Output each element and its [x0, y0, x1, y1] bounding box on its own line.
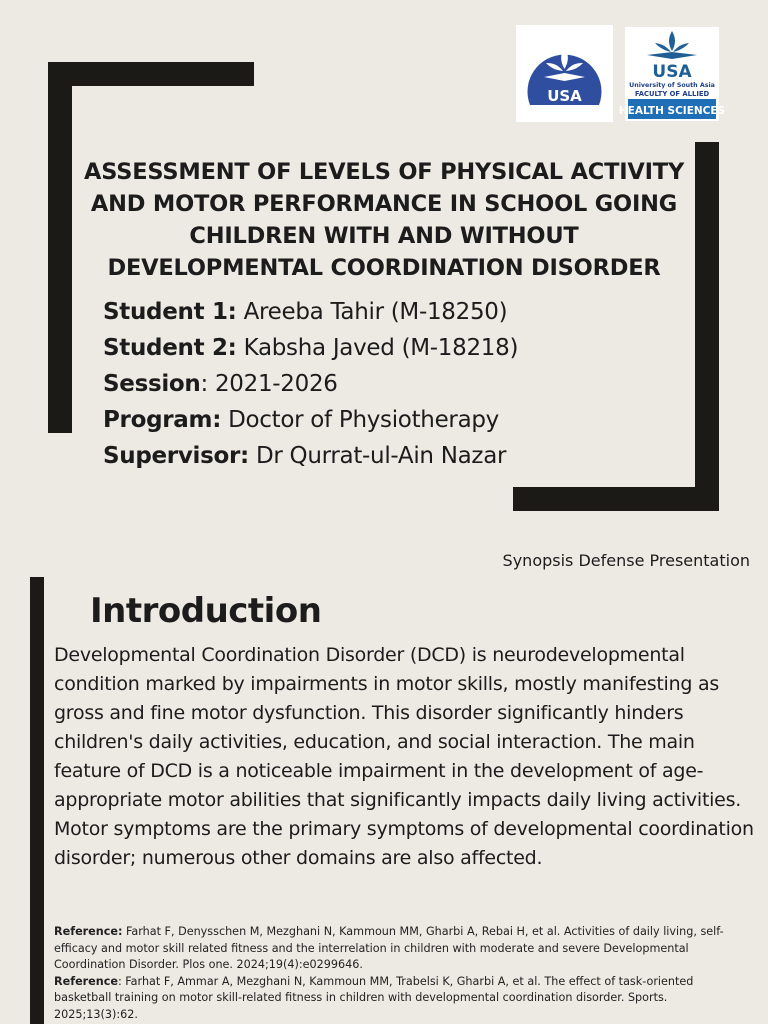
intro-body [54, 641, 754, 873]
student-1-value: Areeba Tahir (M-18250) [236, 299, 508, 325]
program-label: Program: [103, 407, 222, 433]
student-2-row [103, 330, 663, 366]
student-1-row [103, 294, 663, 330]
logo2-text: USA [652, 62, 692, 82]
session-row [103, 366, 663, 402]
presentation-title [84, 156, 684, 284]
title-line-3: CHILDREN WITH AND WITHOUT [189, 223, 579, 249]
title-line-1: ASSESSMENT OF LEVELS OF PHYSICAL ACTIVITY [84, 159, 685, 185]
student-2-value: Kabsha Javed (M-18218) [236, 335, 519, 361]
presentation-subtitle: Synopsis Defense Presentation [502, 551, 750, 570]
logo2-faculty-line: FACULTY OF ALLIED [634, 90, 710, 98]
frame-bar-bottom [513, 487, 719, 511]
logo2-health-sciences: HEALTH SCIENCES [618, 105, 726, 117]
usa-circle-logo [516, 25, 613, 122]
session-label: Session [103, 371, 201, 397]
reference-2-text: : Farhat F, Ammar A, Mezghani N, Kammoun MM, Trabelsi K, Gharbi A, et al. The effect of task-oriented basketball training on motor skill-related fitness in children with developmental coordination disorder. Sports. 2025;13(3):62. [54, 974, 694, 1021]
leaf-emblem-icon [669, 31, 675, 51]
supervisor-label: Supervisor: [103, 443, 249, 469]
logo2-university-name: University of South Asia [629, 82, 715, 89]
session-value: : 2021-2026 [200, 371, 338, 397]
reference-1-text: Farhat F, Denysschen M, Mezghani N, Kammoun MM, Gharbi A, Rebai H, et al. Activities of daily living, self-efficacy and motor skill related fitness and the interrelation in children with moderate and severe Developmental Coordination Disorder. Plos one. 2024;19(4):e0299646. [54, 925, 724, 971]
supervisor-row [103, 438, 663, 474]
student-info [103, 294, 663, 474]
student-2-label: Student 2: [103, 335, 237, 361]
intro-paragraph-1: Developmental Coordination Disorder (DCD) is neurodevelopmental condition marked by impairments in motor skills, mostly manifesting as gross and fine motor dysfunction. This disorder significantly hinders children's daily activities, education, and social interaction. The main feature of DCD is a noticeable impairment in the development of age-appropriate motor abilities that significantly impacts daily living activities. [54, 644, 742, 811]
frame-bar-top [48, 62, 254, 86]
program-row [103, 402, 663, 438]
reference-2-label: Reference [54, 974, 118, 988]
program-value: Doctor of Physiotherapy [221, 407, 499, 433]
faculty-allied-health-logo [618, 27, 726, 121]
references [54, 924, 754, 1023]
intro-paragraph-2: Motor symptoms are the primary symptoms of developmental coordination disorder; numerous other domains are also affected. [54, 818, 754, 869]
title-line-2: AND MOTOR PERFORMANCE IN SCHOOL GOING [90, 191, 678, 217]
reference-2 [54, 974, 754, 1024]
supervisor-value: Dr Qurrat-ul-Ain Nazar [248, 443, 507, 469]
intro-accent-bar [30, 577, 44, 1024]
frame-bar-left [48, 62, 72, 433]
reference-1 [54, 924, 754, 974]
reference-1-label: Reference: [54, 925, 123, 938]
intro-heading: Introduction [90, 591, 322, 631]
student-1-label: Student 1: [103, 299, 237, 325]
logo1-text: USA [547, 87, 582, 105]
title-line-4: DEVELOPMENTAL COORDINATION DISORDER [107, 255, 661, 281]
frame-bar-right [695, 142, 719, 511]
